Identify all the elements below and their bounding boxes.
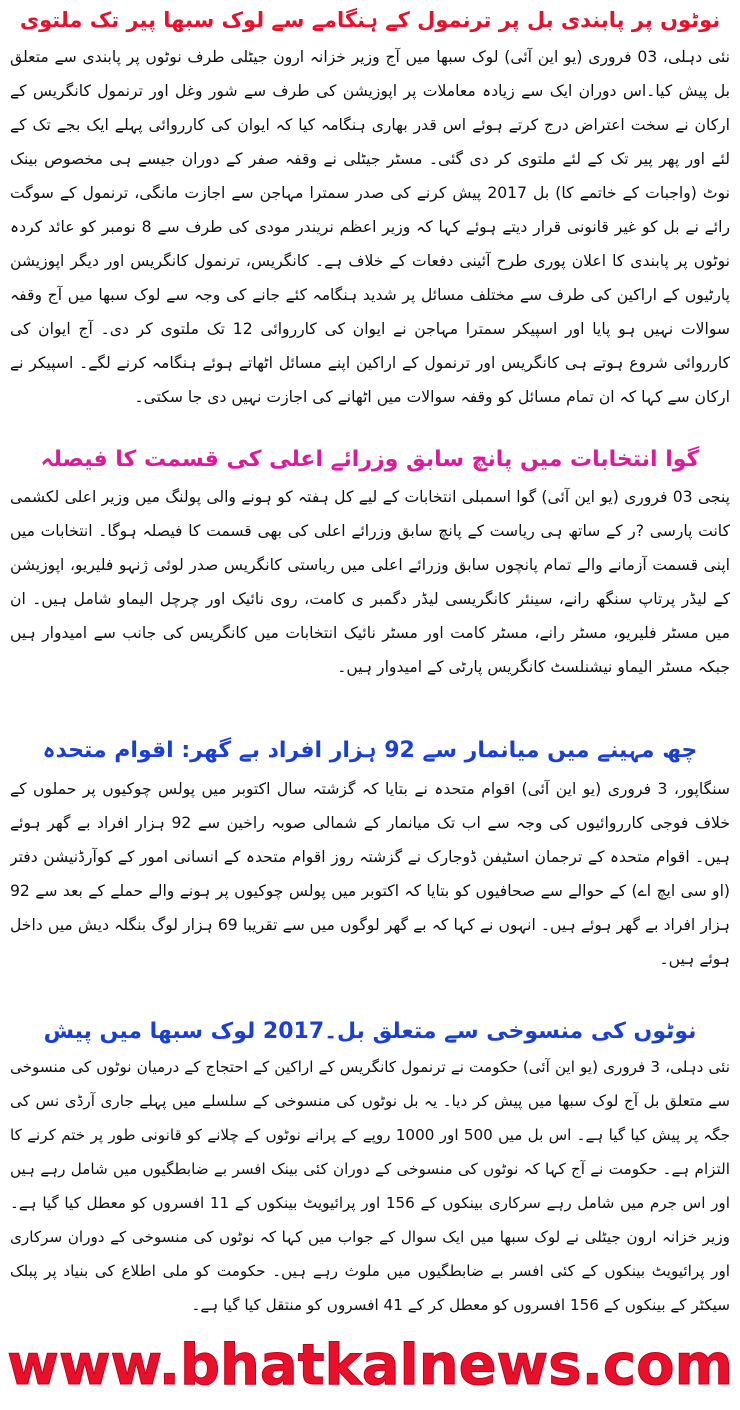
article-1-headline: نوٹوں پر پابندی بل پر ترنمول کے ہنگامے سے لوک سبھا پیر تک ملتوی [19,8,721,32]
article-3-body: سنگاپور، 3 فروری (یو این آئی) اقوام متحدہ نے بتایا کہ گزشتہ سال اکتوبر میں پولس چوکیوں پر حملوں کے خلاف فوجی کارروائیوں کی وجہ سے اب تک میانمار کے شمالی صوبہ راخین سے 92 ہزار افراد بے گھر ہوئے ہیں۔ اقوام متحدہ کے ترجمان اسٹیفن ڈوجارک نے گزشتہ روز اقوام متحدہ کے انسانی امور کے کوآرڈنیشن دفتر (او سی ایچ اے) کے حوالے سے صحافیوں کو بتایا کہ اکتوبر میں پولس چوکیوں پر ہونے والے حملے کے بعد سے 92 ہزار افراد بے گھر ہوئے ہیں۔ انہوں نے کہا کہ بے گھر لوگوں میں سے تقریبا 69 ہزار لوگ بنگلہ دیش میں داخل ہوئے ہیں۔ [10,780,730,968]
article-2-headline: گوا انتخابات میں پانچ سابق وزرائے اعلی کی قسمت کا فیصلہ [40,447,700,472]
article-1-body: نئی دہلی، 03 فروری (یو این آئی) لوک سبھا میں آج وزیر خزانہ ارون جیٹلی طرف نوٹوں پر پابندی سے متعلق بل پیش کیا۔اس دوران ایک سے زیادہ معاملات پر اپوزیشن کی طرف سے شور وغل اور ترنمول کانگریس کے ارکان نے سخت اعتراض درج کرتے ہوئے اس قدر بھاری ہنگامہ کیا کہ ایوان کی کارروائی پہلے ایک بجے تک کے لئے اور پھر پیر تک کے لئے ملتوی کر دی گئی۔ مسٹر جیٹلی نے وقفہ صفر کے دوران جیسے ہی مخصوص بینک نوٹ (واجبات کے خاتمے کا) بل 2017 پیش کرنے کی صدر سمترا مہاجن سے اجازت مانگی، ترنمول کے سوگت رائے نے بل کو غیر قانونی قرار دیتے ہوئے کہا کہ وزیر اعظم نریندر مودی کی طرف سے 8 نومبر کو عائد کردہ نوٹوں پر پابندی کا اعلان پوری طرح آئینی دفعات کے خلاف ہے۔ کانگریس، ترنمول کانگریس اور دیگر اپوزیشن پارٹیوں کے اراکین کی طرف سے مختلف مسائل پر شدید ہنگامہ کئے جانے کی وجہ سے لوک سبھا میں آج وقفہ سوالات نہیں ہو پایا اور اسپیکر سمترا مہاجن نے ایوان کی کارروائی 12 تک ملتوی کر دی۔ آج ایوان کی کارروائی شروع ہوتے ہی کانگریس اور ترنمول کے اراکین اپنے مسائل اٹھاتے ہوئے ہنگامہ کرنے لگے۔ اسپیکر نے ارکان سے کہا کہ ان تمام مسائل کو وقفہ سوالات میں اٹھانے کی اجازت نہیں دی جا سکتی۔ [10,48,730,406]
article-4-headline: نوٹوں کی منسوخی سے متعلق بل۔2017 لوک سبھا میں پیش [43,1019,697,1044]
article-4-body: نئی دہلی، 3 فروری (یو این آئی) حکومت نے ترنمول کانگریس کے اراکین کے احتجاج کے درمیان نوٹوں کی منسوخی سے متعلق بل آج لوک سبھا میں پیش کر دیا۔ یہ بل نوٹوں کی منسوخی کے سلسلے میں پہلے جاری آرڈی نس کی جگہ پر پیش کیا گیا ہے۔ اس بل میں 500 اور 1000 روپے کے پرانے نوٹوں کے چلانے کو قانونی طور پر ختم کرنے کا التزام ہے۔ حکومت نے آج کہا کہ نوٹوں کی منسوخی کے دوران کئی بینک افسر بے ضابطگیوں میں شامل رہے ہیں اور اس جرم میں شامل رہے سرکاری بینکوں کے 156 اور پرائیویٹ بینکوں کے 11 افسروں کو معطل کیا گیا ہے۔ وزیر خزانہ ارون جیٹلی نے لوک سبھا میں ایک سوال کے جواب میں کہا کہ نوٹوں کی منسوخی کے دوران سرکاری اور پرائیویٹ بینکوں کے کئی افسر بے ضابطگیوں میں ملوث رہے ہیں۔ حکومت کو ملی اطلاع کی بنیاد پر پبلک سیکٹر کے بینکوں کے 156 افسروں کو معطل کر کے 41 افسروں کو منتقل کیا گیا ہے۔ [10,1058,730,1314]
article-3-headline: چھ مہینے میں میانمار سے 92 ہزار افراد بے گھر: اقوام متحدہ [42,738,698,763]
article-2-body: پنجی 03 فروری (یو این آئی) گوا اسمبلی انتخابات کے لیے کل ہفتہ کو ہونے والی پولنگ میں وزیر اعلی لکشمی کانت پارسی ?ر کے ساتھ ہی ریاست کے پانچ سابق وزرائے اعلی کی بھی قسمت کا فیصلہ ہوگا۔ انتخابات میں اپنی قسمت آزمانے والے تمام پانچوں سابق وزرائے اعلی میں ریاستی کانگریس صدر لوئی ژنہو فلیریو، اپوزیشن کے لیڈر پرتاپ سنگھ رانے، سینئر کانگریسی لیڈر دگمبر ی کامت، روی نائیک اور چرچل الیماو شامل ہیں۔ ان میں مسٹر فلیریو، مسٹر رانے، مسٹر کامت اور مسٹر نائیک انتخابات میں کانگریس کی جانب سے امیدوار ہیں جبکہ مسٹر الیماو نیشنلسٹ کانگریس پارٹی کے امیدوار ہیں۔ [10,488,730,676]
site-url-watermark: www.bhatkalnews.com [7,1333,733,1398]
